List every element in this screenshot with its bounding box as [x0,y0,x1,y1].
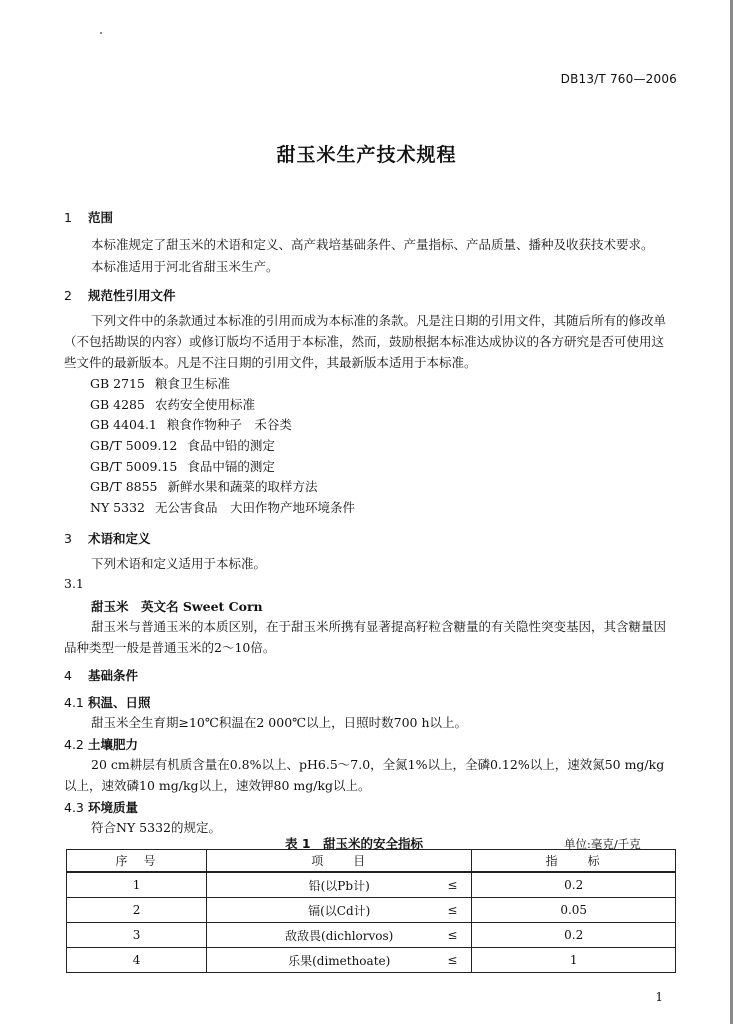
subsection-4-2-paragraph: 20 cm耕层有机质含量在0.8%以上、pH6.5～7.0，全氮1%以上，全磷0.12%以上，速效氮50 mg/kg以上，速效磷10 mg/kg以上，速效钾80 mg/kg以上。 [64,757,665,793]
reference-item [90,436,355,457]
reference-code: GB/T 8855 [90,479,158,495]
subsection-number: 4.1 [64,695,84,710]
reference-name: 粮食作物种子 禾谷类 [166,417,292,433]
reference-item [90,477,355,498]
reference-item [90,415,355,436]
subsection-4-1-heading [64,693,151,711]
section-1-paragraph-2: 本标准适用于河北省甜玉米生产。 [91,259,279,274]
cell-index-value: 0.2 [472,923,676,948]
section-3-heading [64,529,151,547]
cell-serial-number: 3 [67,923,207,948]
subsection-3-1-number: 3.1 [64,576,84,591]
section-number: 2 [64,288,72,303]
reference-name: 农药安全使用标准 [154,396,255,412]
section-number: 3 [64,531,72,546]
reference-code: GB 4285 [90,396,145,412]
subsection-title: 土壤肥力 [88,737,139,752]
reference-code: GB/T 5009.12 [90,438,178,454]
reference-item [90,498,355,519]
header-serial-number: 序 号 [67,850,207,873]
section-title: 术语和定义 [88,531,151,546]
header-index-value: 指 标 [472,850,676,873]
reference-name: 新鲜水果和蔬菜的取样方法 [167,479,318,495]
cell-item [207,898,472,923]
table-header-row [67,850,676,873]
less-equal-symbol: ≤ [447,928,458,942]
less-equal-symbol: ≤ [447,953,458,967]
cell-index-value: 1 [472,948,676,973]
section-title: 范围 [88,210,114,225]
reference-code: GB 4404.1 [90,417,157,433]
reference-item [90,395,355,416]
cell-serial-number: 2 [67,898,207,923]
item-name: 乐果(dimethoate) [288,953,391,968]
subsection-4-2-heading [64,735,138,753]
section-2-heading [64,286,176,304]
document-title: 甜玉米生产技术规程 [276,144,457,166]
section-1-heading [64,208,113,226]
section-title: 基础条件 [88,668,139,683]
scan-speck [100,32,102,34]
subsection-number: 4.3 [64,800,84,815]
item-name: 敌敌畏(dichlorvos) [285,928,394,943]
table-row [67,948,676,973]
reference-name: 食品中镉的测定 [187,458,275,474]
section-1-paragraph-1: 本标准规定了甜玉米的术语和定义、高产栽培基础条件、产量指标、产品质量、播种及收获技术要求。 [91,237,654,252]
reference-code: GB 2715 [90,376,145,391]
less-equal-symbol: ≤ [447,878,458,892]
term-name: 甜玉米 英文名 Sweet Corn [91,599,263,614]
reference-code: GB/T 5009.15 [90,458,178,474]
term-definition: 甜玉米与普通玉米的本质区别，在于甜玉米所携有显著提高籽粒含糖量的有关隐性突变基因，其含糖量因品种类型一般是普通玉米的2～10倍。 [64,619,667,655]
section-3-paragraph: 下列术语和定义适用于本标准。 [91,556,267,571]
section-2-paragraph: 下列文件中的条款通过本标准的引用而成为本标准的条款。凡是注日期的引用文件，其随后所有的修改单（不包括勘误的内容）或修订版均不适用于本标准，然而，鼓励根据本标准达成协议的各方研究是否可使用这些文件的最新版本。凡是不注日期的引用文件，其最新版本适用于本标准。 [64,313,667,370]
reference-name: 粮食卫生标准 [154,376,230,391]
reference-code: NY 5332 [90,500,145,516]
cell-item [207,923,472,948]
subsection-4-3-paragraph: 符合NY 5332的规定。 [91,820,221,835]
reference-name: 食品中铅的测定 [187,438,275,454]
reference-item [90,457,355,478]
section-title: 规范性引用文件 [88,288,176,303]
table-row [67,872,676,898]
table-caption: 表 1 甜玉米的安全指标 [285,836,424,851]
cell-index-value: 0.2 [472,872,676,898]
subsection-4-3-heading [64,798,138,816]
less-equal-symbol: ≤ [447,903,458,917]
subsection-number: 4.2 [64,737,84,752]
cell-index-value: 0.05 [472,898,676,923]
cell-serial-number: 4 [67,948,207,973]
section-number: 1 [64,210,72,225]
page-number: 1 [655,990,663,1004]
table-row [67,898,676,923]
reference-list [90,374,355,519]
section-4-heading [64,666,138,684]
cell-item [207,872,472,898]
reference-name: 无公害食品 大田作物产地环境条件 [154,500,355,516]
section-number: 4 [64,668,72,683]
reference-item [90,374,355,395]
subsection-4-1-paragraph: 甜玉米全生育期≥10℃积温在2 000℃以上，日照时数700 h以上。 [91,715,468,730]
item-name: 铅(以Pb计) [308,878,370,893]
subsection-title: 环境质量 [88,800,139,815]
header-item: 项 目 [207,850,472,873]
item-name: 镉(以Cd计) [308,903,371,918]
cell-serial-number: 1 [67,872,207,898]
subsection-title: 积温、日照 [88,695,151,710]
standard-code: DB13/T 760—2006 [560,72,677,86]
safety-index-table [66,849,676,973]
cell-item [207,948,472,973]
table-row [67,923,676,948]
table-unit: 单位:毫克/千克 [564,837,641,851]
